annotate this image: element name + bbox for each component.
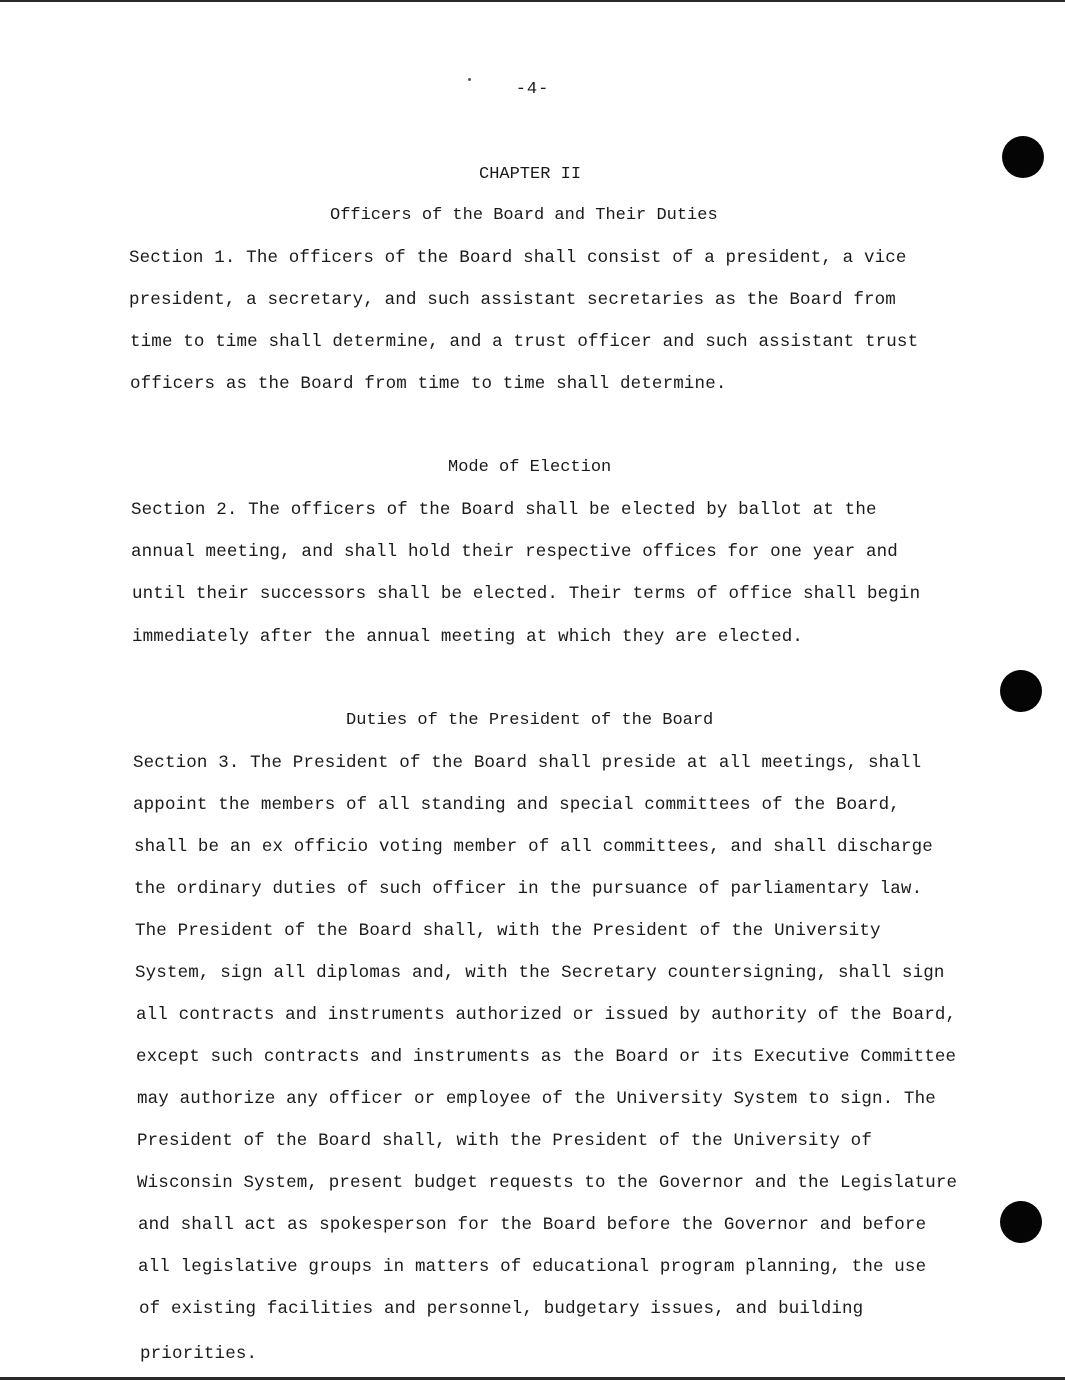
section1-line: president, a secretary, and such assistant secretaries as the Board from: [129, 290, 896, 310]
chapter-subtitle: Officers of the Board and Their Duties: [330, 206, 718, 225]
section1-line: officers as the Board from time to time shall determine.: [130, 374, 727, 394]
punch-hole-icon: [1002, 136, 1044, 178]
scan-edge-top: [0, 0, 1065, 2]
punch-hole-icon: [1000, 1201, 1042, 1243]
section3-line: except such contracts and instruments as the Board or its Executive Committee: [136, 1047, 957, 1067]
section1-line: Section 1. The officers of the Board shall consist of a president, a vice: [129, 248, 907, 268]
section2-line: annual meeting, and shall hold their respective offices for one year and: [131, 542, 898, 562]
section2-line: until their successors shall be elected. Their terms of office shall begin: [132, 584, 921, 604]
section3-line: all legislative groups in matters of educational program planning, the use: [138, 1257, 927, 1277]
section3-line: System, sign all diplomas and, with the Secretary countersigning, shall sign: [135, 963, 945, 983]
section2-line: Section 2. The officers of the Board shall be elected by ballot at the: [131, 500, 877, 520]
section3-line: may authorize any officer or employee of the University System to sign. The: [137, 1089, 936, 1109]
section3-line: appoint the members of all standing and special committees of the Board,: [133, 795, 900, 815]
section3-line: of existing facilities and personnel, budgetary issues, and building: [139, 1299, 864, 1319]
section1-line: time to time shall determine, and a trust officer and such assistant trust: [130, 332, 919, 352]
page-number: -4-: [515, 80, 550, 99]
section3-line: The President of the Board shall, with the President of the University: [135, 921, 881, 941]
section3-heading: Duties of the President of the Board: [346, 711, 714, 730]
section3-line: priorities.: [140, 1344, 258, 1364]
section3-line: shall be an ex officio voting member of all committees, and shall discharge: [134, 837, 933, 857]
section3-line: Wisconsin System, present budget requests to the Governor and the Legislature: [137, 1173, 958, 1193]
section3-line: the ordinary duties of such officer in the pursuance of parliamentary law.: [134, 879, 923, 899]
section3-line: all contracts and instruments authorized or issued by authority of the Board,: [136, 1005, 957, 1025]
section2-heading: Mode of Election: [448, 458, 612, 477]
section3-line: President of the Board shall, with the President of the University of: [137, 1131, 872, 1151]
chapter-title: CHAPTER II: [479, 165, 582, 184]
section2-line: immediately after the annual meeting at which they are elected.: [132, 627, 804, 647]
section3-line: and shall act as spokesperson for the Board before the Governor and before: [138, 1215, 927, 1235]
section3-line: Section 3. The President of the Board shall preside at all meetings, shall: [133, 753, 922, 773]
punch-hole-icon: [1000, 670, 1042, 712]
